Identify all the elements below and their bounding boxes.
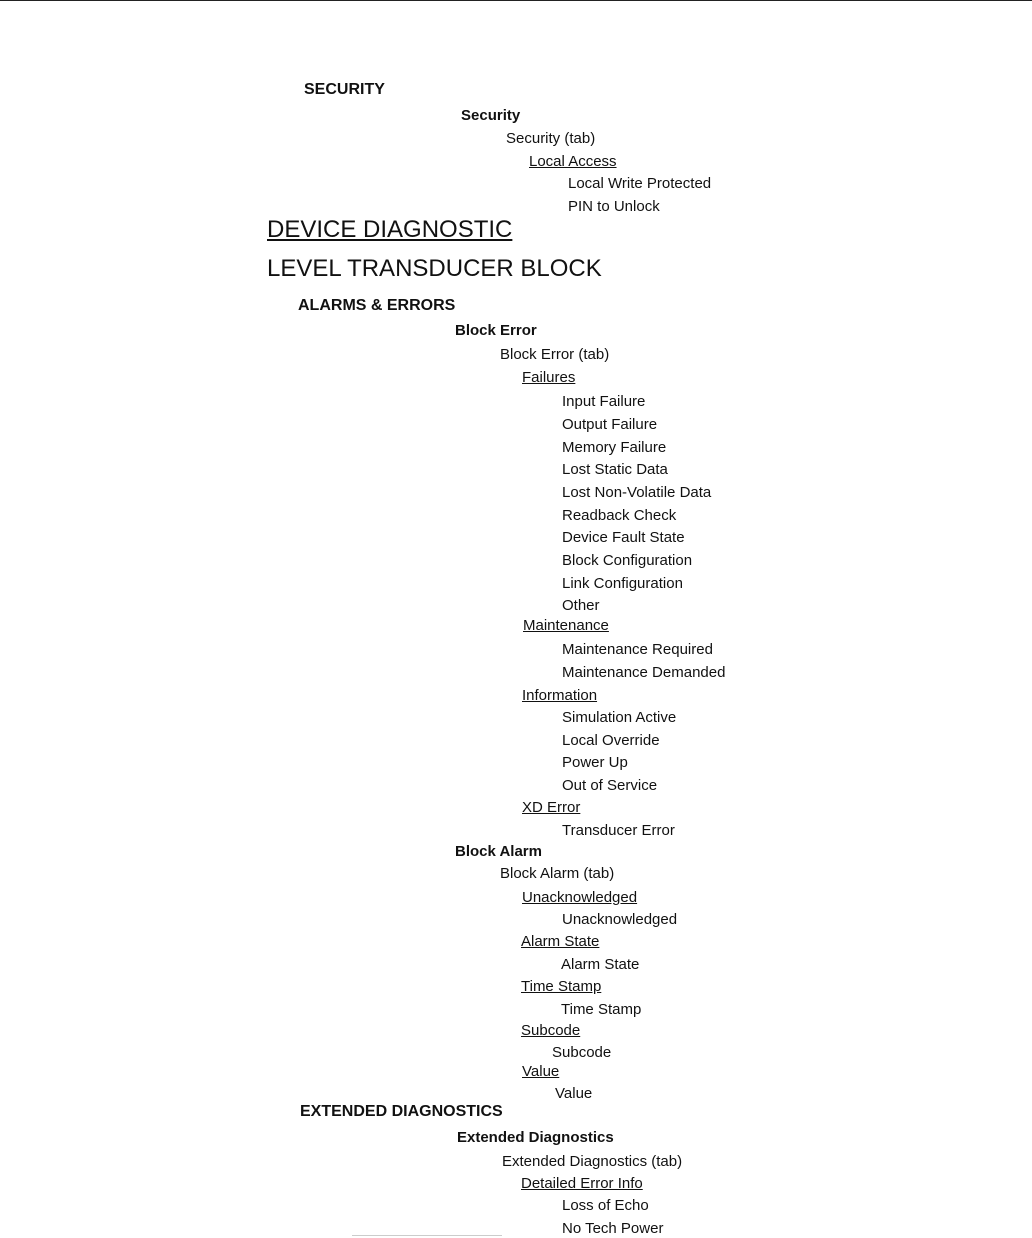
xd-error-section: XD Error (522, 799, 581, 816)
menu-item-alarm-state: Alarm State (561, 956, 640, 973)
device-diagnostic-title: DEVICE DIAGNOSTIC (267, 216, 513, 243)
unacknowledged-section: Unacknowledged (522, 889, 638, 906)
menu-item-output-failure: Output Failure (562, 416, 658, 433)
block-error-group: Block Error (455, 322, 537, 339)
block-error-tab[interactable]: Block Error (tab) (500, 346, 610, 363)
menu-item-no-tech-power: No Tech Power (562, 1220, 664, 1237)
menu-item-block-configuration: Block Configuration (562, 552, 693, 569)
menu-item-other: Other (562, 597, 600, 614)
menu-item-loss-of-echo: Loss of Echo (562, 1197, 649, 1214)
menu-item-link-configuration: Link Configuration (562, 575, 683, 592)
menu-item-local-write-protected: Local Write Protected (568, 175, 712, 192)
menu-item-unacknowledged: Unacknowledged (562, 911, 678, 928)
detailed-error-info-section: Detailed Error Info (521, 1175, 643, 1192)
menu-item-value: Value (555, 1085, 593, 1102)
menu-item-memory-failure: Memory Failure (562, 439, 667, 456)
information-section: Information (522, 687, 598, 704)
bottom-rule (352, 1235, 502, 1236)
failures-section: Failures (522, 369, 576, 386)
menu-item-lost-non-volatile-data: Lost Non-Volatile Data (562, 484, 712, 501)
menu-item-device-fault-state: Device Fault State (562, 529, 685, 546)
menu-item-pin-to-unlock: PIN to Unlock (568, 198, 660, 215)
menu-item-readback-check: Readback Check (562, 507, 677, 524)
menu-item-transducer-error: Transducer Error (562, 822, 675, 839)
block-alarm-group: Block Alarm (455, 843, 542, 860)
value-section: Value (522, 1063, 560, 1080)
level-transducer-block-title: LEVEL TRANSDUCER BLOCK (267, 255, 602, 282)
security-tab[interactable]: Security (tab) (506, 130, 596, 147)
menu-item-input-failure: Input Failure (562, 393, 646, 410)
menu-item-simulation-active: Simulation Active (562, 709, 677, 726)
time-stamp-section: Time Stamp (521, 978, 602, 995)
top-rule (0, 0, 1032, 1)
menu-item-subcode: Subcode (552, 1044, 612, 1061)
extended-diagnostics-tab[interactable]: Extended Diagnostics (tab) (502, 1153, 683, 1170)
maintenance-section: Maintenance (523, 617, 609, 634)
menu-item-lost-static-data: Lost Static Data (562, 461, 668, 478)
security-group: Security (461, 107, 521, 124)
subcode-section: Subcode (521, 1022, 581, 1039)
alarm-state-section: Alarm State (521, 933, 600, 950)
menu-item-out-of-service: Out of Service (562, 777, 658, 794)
security-heading: SECURITY (304, 81, 385, 98)
menu-item-maintenance-demanded: Maintenance Demanded (562, 664, 726, 681)
extended-diagnostics-group: Extended Diagnostics (457, 1129, 614, 1146)
menu-item-power-up: Power Up (562, 754, 628, 771)
extended-diagnostics-heading: EXTENDED DIAGNOSTICS (300, 1103, 503, 1120)
menu-item-local-override: Local Override (562, 732, 660, 749)
menu-item-maintenance-required: Maintenance Required (562, 641, 713, 658)
local-access-section: Local Access (529, 153, 617, 170)
menu-item-time-stamp: Time Stamp (561, 1001, 642, 1018)
alarms-errors-heading: ALARMS & ERRORS (298, 297, 456, 314)
block-alarm-tab[interactable]: Block Alarm (tab) (500, 865, 615, 882)
